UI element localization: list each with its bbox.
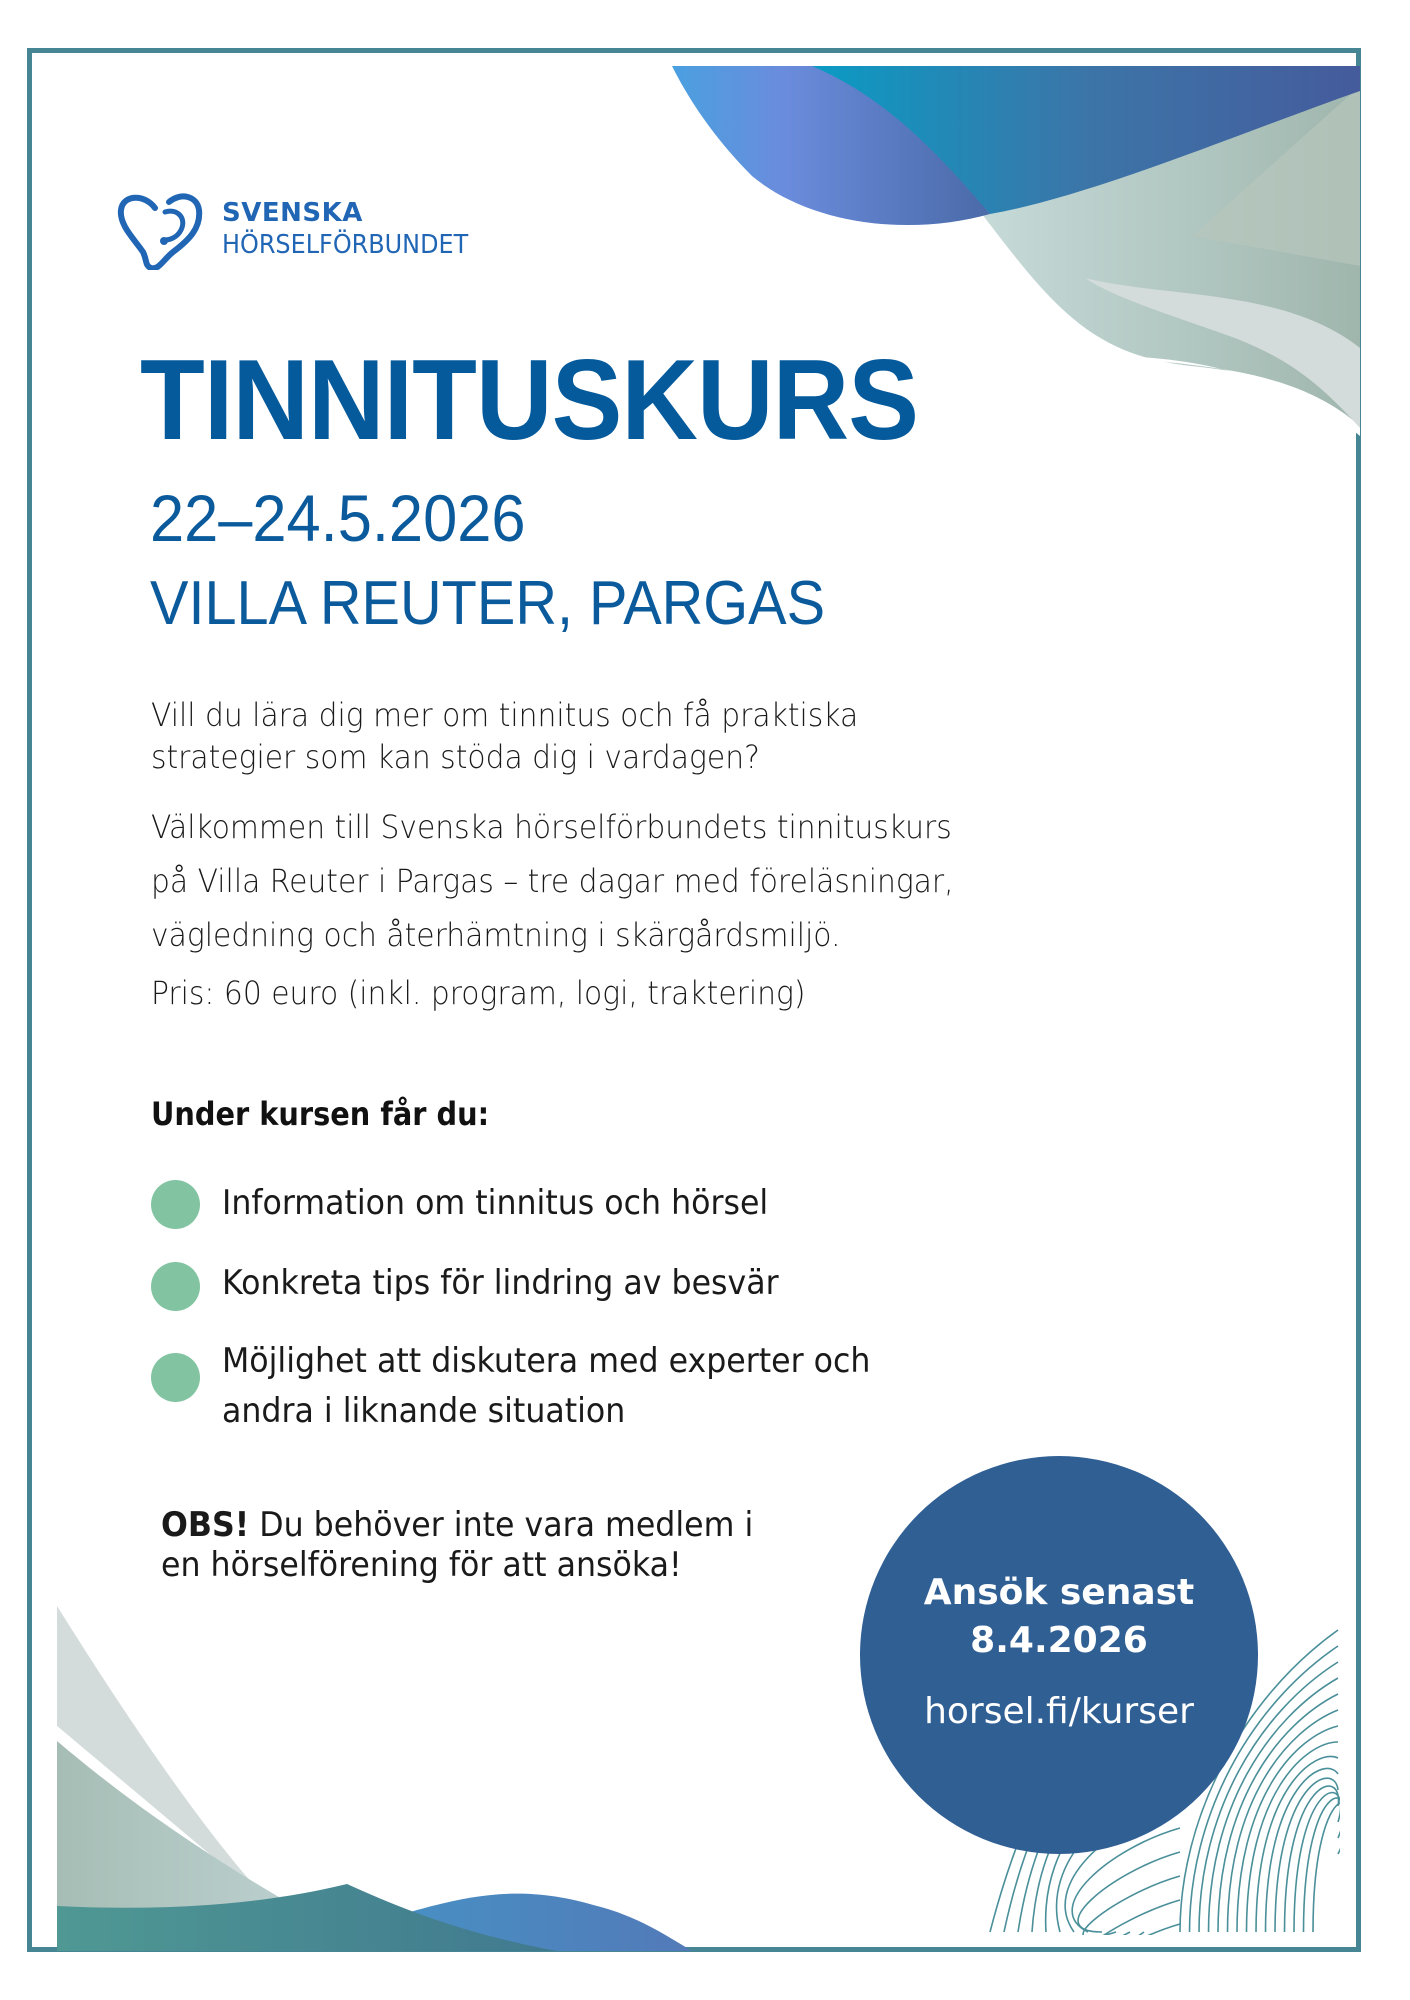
price-text: Pris: 60 euro (inkl. program, logi, traktering): [151, 974, 806, 1012]
membership-notice: [161, 1505, 753, 1585]
benefit-item: [222, 1258, 779, 1308]
course-url-link[interactable]: horsel.fi/kurser: [924, 1691, 1194, 1732]
benefits-heading: Under kursen får du:: [151, 1095, 490, 1133]
arc-line: [1304, 1798, 1341, 1932]
intro-question-line: strategier som kan stöda dig i vardagen?: [151, 738, 760, 776]
benefit-item-text: Information om tinnitus och hörsel: [222, 1183, 769, 1223]
arc-line: [1266, 1768, 1339, 1932]
heart-ear-icon: [115, 190, 203, 270]
benefit-item-text: andra i liknande situation: [222, 1391, 626, 1431]
intro-welcome-line: på Villa Reuter i Pargas – tre dagar med föreläsningar,: [151, 862, 954, 900]
benefit-item: [222, 1336, 870, 1436]
benefit-item-text: Möjlighet att diskutera med experter och: [222, 1341, 871, 1381]
arc-line: [1285, 1786, 1339, 1932]
intro-question-line: Vill du lära dig mer om tinnitus och få praktiska: [151, 696, 859, 734]
notice-text: Du behöver inte vara medlem i: [249, 1505, 754, 1545]
bullet-dot: [151, 1180, 200, 1229]
bottom-left-wave-decoration: [57, 1606, 697, 1951]
organization-name-line1: SVENSKA: [222, 198, 363, 228]
arc-line: [1087, 1900, 1180, 1935]
event-dates: 22–24.5.2026: [150, 481, 526, 555]
bullet-dot: [151, 1262, 200, 1311]
deadline-label: Ansök senast: [923, 1572, 1195, 1613]
event-title: TINNITUSKURS: [140, 337, 919, 464]
benefit-item: [222, 1178, 768, 1228]
top-right-grey-wave: [1085, 278, 1360, 428]
intro-welcome-line: Välkommen till Svenska hörselförbundets tinnituskurs: [151, 808, 952, 846]
intro-welcome-line: vägledning och återhämtning i skärgårdsmiljö.: [151, 916, 841, 954]
organization-name-line2: HÖRSELFÖRBUNDET: [222, 230, 469, 260]
arc-line: [1256, 1757, 1338, 1932]
intro-question: [151, 694, 858, 778]
benefit-item-text: Konkreta tips för lindring av besvär: [222, 1263, 779, 1303]
notice-label: OBS!: [161, 1505, 250, 1545]
notice-text-line2: en hörselförening för att ansöka!: [161, 1545, 682, 1585]
arc-line: [1247, 1742, 1339, 1932]
deadline-date: 8.4.2026: [970, 1620, 1148, 1661]
bullet-dot: [151, 1353, 200, 1402]
arc-line: [1091, 1924, 1180, 1935]
event-venue: VILLA REUTER, PARGAS: [150, 569, 826, 638]
application-deadline-badge: [860, 1456, 1258, 1854]
intro-welcome: [151, 800, 954, 962]
